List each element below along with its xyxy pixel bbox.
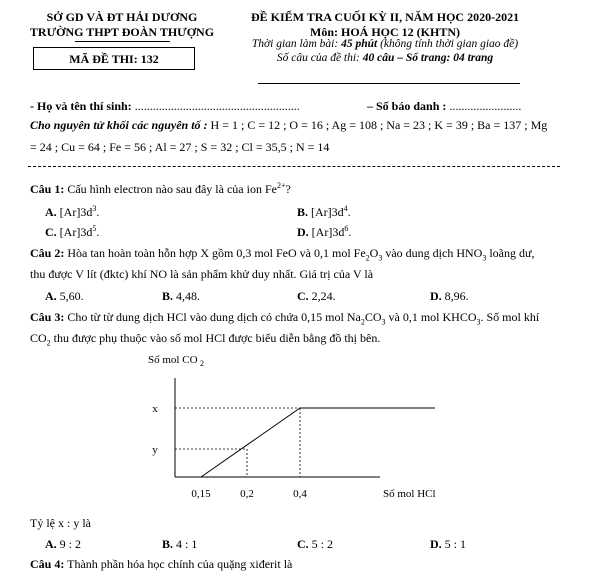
option-text: 8,96. <box>441 289 469 303</box>
question-2-stem-line-2: thu được V lít (đktc) khí NO là sản phẩm khử duy nhất. Giá trị của V là <box>30 267 374 281</box>
question-2-stem <box>30 246 534 261</box>
q3-line2-text: thu được phụ thuộc vào số mol HCl được biểu diễn bằng đồ thị bên. <box>50 331 381 345</box>
option-sup: 4 <box>343 204 348 213</box>
q2-text-3: vào dung dịch HNO <box>382 246 483 260</box>
question-1-option-c[interactable] <box>45 225 99 240</box>
student-name-line <box>30 99 300 114</box>
question-1-number: Câu 1: <box>30 182 65 196</box>
time-prefix: Thời gian làm bài: <box>251 38 342 50</box>
q3-text-3: và 0,1 mol KHCO <box>385 310 477 324</box>
exam-subject: Môn: HOÁ HỌC 12 (KHTN) <box>310 25 460 39</box>
option-sup: 3 <box>92 204 97 213</box>
student-id-line <box>367 99 521 114</box>
exam-title: ĐỀ KIỂM TRA CUỐI KỲ II, NĂM HỌC 2020-2021 <box>250 10 520 24</box>
y-tick-label: x <box>152 403 158 415</box>
atomic-masses-line-2: = 24 ; Cu = 64 ; Fe = 56 ; Al = 27 ; S = 32 ; Cl = 35,5 ; N = 14 <box>30 140 330 154</box>
option-letter: A. <box>45 205 57 219</box>
option-letter: B. <box>162 289 174 303</box>
option-end: . <box>347 205 351 219</box>
question-2-number: Câu 2: <box>30 246 65 260</box>
question-2-option-a[interactable] <box>45 289 84 304</box>
atomic-masses-values-1: H = 1 ; C = 12 ; O = 16 ; Ag = 108 ; Na = 23 ; K = 39 ; Ba = 137 ; Mg <box>207 118 548 132</box>
exam-code-box <box>33 47 195 70</box>
option-letter: D. <box>430 289 442 303</box>
exam-code: MÃ ĐỀ THI: 132 <box>69 52 159 66</box>
y-axis-title: Số mol CO <box>148 354 198 366</box>
section-divider <box>28 166 560 167</box>
option-text: 5 : 1 <box>441 537 467 551</box>
q2-text-4: loãng dư, <box>486 246 535 260</box>
count-prefix: Số câu của đề thi: <box>276 52 363 64</box>
question-count <box>225 52 545 64</box>
option-letter: B. <box>297 205 309 219</box>
option-sup: 6 <box>344 224 349 233</box>
question-3-option-a[interactable] <box>45 537 81 552</box>
exam-time <box>225 38 545 50</box>
atomic-masses-label: Cho nguyên tử khối các nguyên tố : <box>30 118 208 132</box>
question-3-option-b[interactable] <box>162 537 197 552</box>
option-letter: C. <box>297 289 309 303</box>
q3-co2: CO <box>30 331 47 345</box>
option-text: 4,48. <box>173 289 201 303</box>
option-letter: D. <box>430 537 442 551</box>
student-name-blank: ....................................................... <box>131 99 300 113</box>
question-3-stem <box>30 310 539 325</box>
option-text: 4 : 1 <box>173 537 198 551</box>
q3-text-4: . Số mol khí <box>480 310 540 324</box>
question-2-option-b[interactable] <box>162 289 200 304</box>
series-rise-segment <box>201 408 300 477</box>
question-4-stem <box>30 557 292 572</box>
question-4-text: Thành phần hóa học chính của quặng xiđerit là <box>64 557 293 571</box>
question-3-option-d[interactable] <box>430 537 466 552</box>
question-1-charge: 2+ <box>276 181 286 190</box>
y-tick-label: y <box>152 444 158 456</box>
option-text: [Ar]3d <box>308 225 345 239</box>
school-underline <box>75 41 170 42</box>
question-1-stem <box>30 182 291 197</box>
atomic-masses-line-1 <box>30 118 547 133</box>
question-2-option-c[interactable] <box>297 289 336 304</box>
x-axis-title: Số mol HCl <box>383 488 436 500</box>
option-end: . <box>96 205 100 219</box>
question-3-number: Câu 3: <box>30 310 65 324</box>
department-name: SỞ GD VÀ ĐT HẢI DƯƠNG <box>46 10 198 24</box>
option-letter: B. <box>162 537 174 551</box>
question-1-option-b[interactable] <box>297 205 351 220</box>
q2-sub-2: 3 <box>378 253 383 263</box>
question-1-option-d[interactable] <box>297 225 351 240</box>
question-3-ask: Tỷ lệ x : y là <box>30 516 91 530</box>
option-letter: D. <box>297 225 309 239</box>
option-sup: 5 <box>92 224 97 233</box>
q2-sub-1: 2 <box>365 253 370 263</box>
option-end: . <box>96 225 100 239</box>
q3-sub-1: 2 <box>360 317 365 327</box>
header-rule <box>258 83 520 84</box>
question-3-stem-line-2 <box>30 331 380 346</box>
question-3-option-c[interactable] <box>297 537 333 552</box>
option-text: 9 : 2 <box>56 537 82 551</box>
option-letter: A. <box>45 289 57 303</box>
question-2-option-d[interactable] <box>430 289 469 304</box>
school-name: TRƯỜNG THPT ĐOÀN THƯỢNG <box>29 25 215 39</box>
x-tick-label: 0,4 <box>293 488 307 500</box>
time-value: 45 phút <box>341 38 378 50</box>
option-text: 5 : 2 <box>308 537 334 551</box>
option-text: 2,24. <box>308 289 336 303</box>
option-letter: A. <box>45 537 57 551</box>
student-id-blank: ........................ <box>446 99 522 113</box>
q3-sub-3: 3 <box>476 317 481 327</box>
q3-co2-sub: 2 <box>46 338 51 348</box>
q2-text-1: Hòa tan hoàn toàn hỗn hợp X gồm 0,3 mol FeO và 0,1 mol Fe <box>64 246 366 260</box>
student-id-label: – Số báo danh : <box>367 99 447 113</box>
y-axis-title-subscript: 2 <box>200 359 204 368</box>
q2-sub-3: 3 <box>482 253 487 263</box>
student-name-label: - Họ và tên thí sinh: <box>30 99 132 113</box>
x-tick-label: 0,2 <box>240 488 254 500</box>
option-end: . <box>348 225 352 239</box>
q3-text-1: Cho từ từ dung dịch HCl vào dung dịch có chứa 0,15 mol Na <box>64 310 361 324</box>
count-value: 40 câu – Số trang: 04 trang <box>362 52 494 64</box>
q3-sub-2: 3 <box>381 317 386 327</box>
time-suffix: (không tính thời gian giao đề) <box>377 38 519 50</box>
q3-text-2: CO <box>364 310 382 324</box>
q2-text-2: O <box>369 246 379 260</box>
x-tick-label: 0,15 <box>191 488 211 500</box>
question-1-text: Cấu hình electron nào sau đây là của ion Fe <box>64 182 277 196</box>
option-text: 5,60. <box>56 289 84 303</box>
option-text: [Ar]3d <box>56 205 93 219</box>
option-text: [Ar]3d <box>308 205 344 219</box>
question-1-end: ? <box>285 182 291 196</box>
option-letter: C. <box>297 537 309 551</box>
option-text: [Ar]3d <box>56 225 93 239</box>
option-letter: C. <box>45 225 57 239</box>
question-1-option-a[interactable] <box>45 205 99 220</box>
question-4-number: Câu 4: <box>30 557 65 571</box>
